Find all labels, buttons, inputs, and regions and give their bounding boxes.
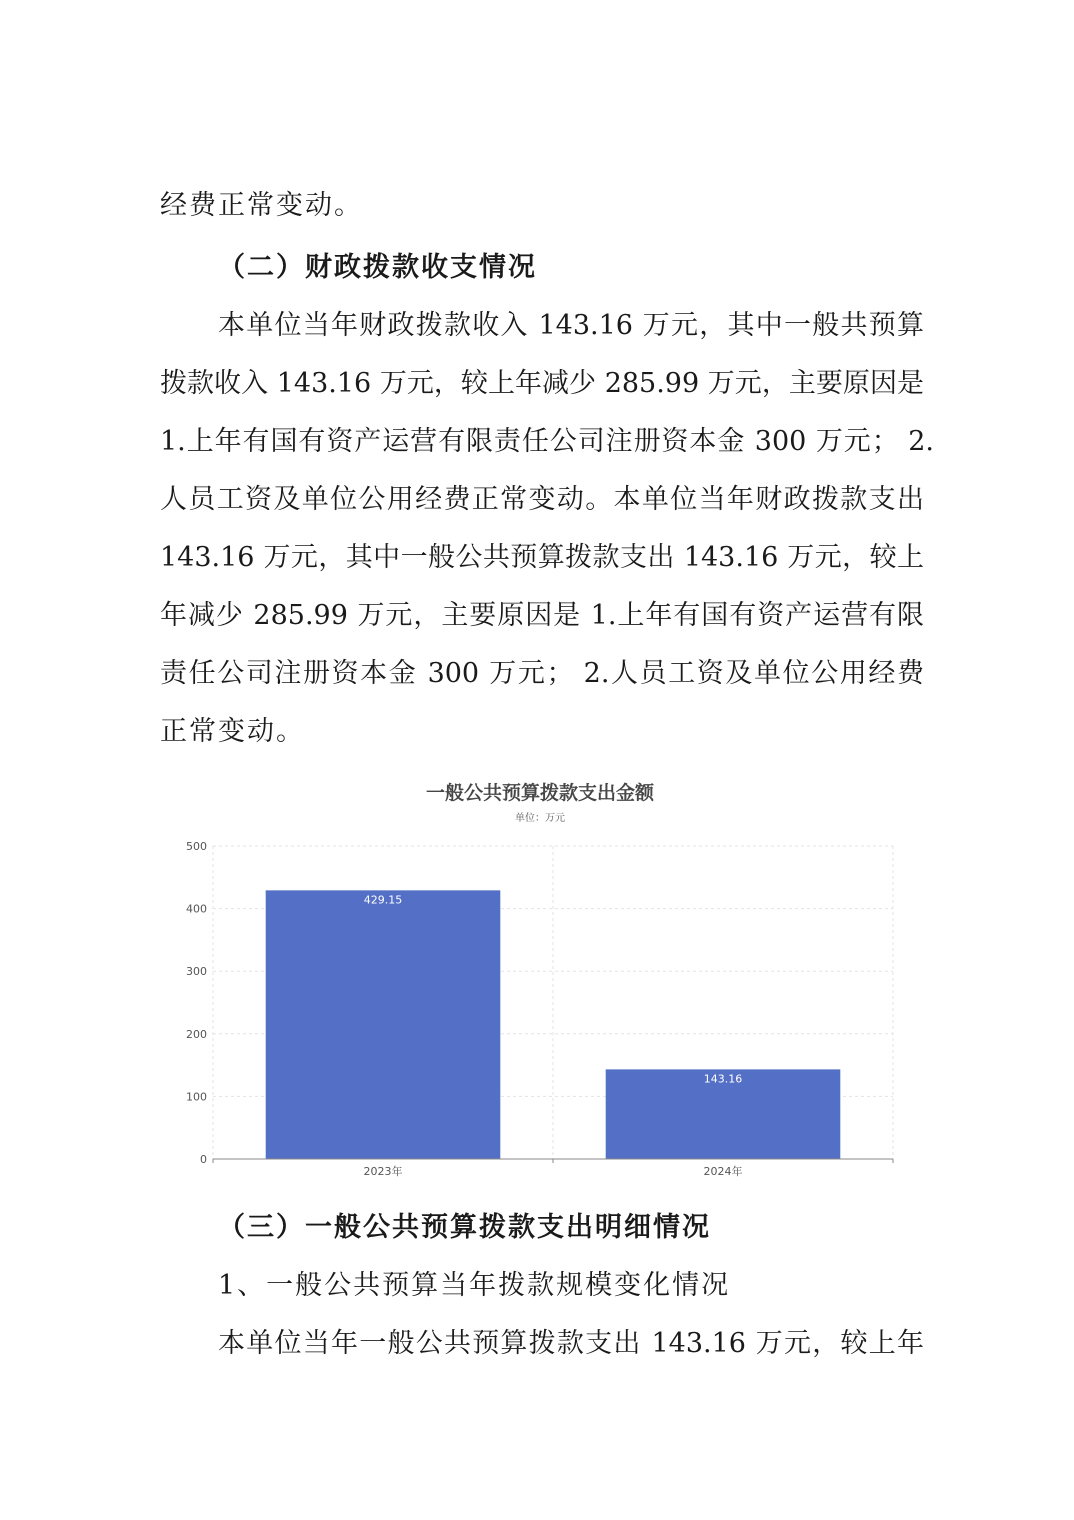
bar-chart-svg [160, 770, 920, 1190]
section-heading-3: （三）一般公共预算拨款支出明细情况 [218, 1212, 711, 1243]
y-tick-label: 200 [186, 1027, 207, 1041]
x-tick-label: 2023年 [363, 1165, 403, 1178]
y-tick-label: 100 [186, 1090, 207, 1104]
paragraph-line: 1、一般公共预算当年拨款规模变化情况 [218, 1270, 731, 1301]
x-tick-label: 2024年 [703, 1165, 743, 1178]
y-tick-label: 400 [186, 902, 207, 916]
paragraph-line: 本单位当年财政拨款收入 143.16 万元，其中一般共预算 [218, 310, 924, 341]
section-heading-2: （二）财政拨款收支情况 [218, 252, 537, 283]
chart-subtitle: 单位：万元 [515, 813, 565, 824]
paragraph-line: 拨款收入 143.16 万元，较上年减少 285.99 万元，主要原因是 [160, 368, 924, 399]
paragraph-line: 责任公司注册资本金 300 万元； 2.人员工资及单位公用经费 [160, 658, 924, 689]
paragraph-line: 年减少 285.99 万元，主要原因是 1.上年有国有资产运营有限 [160, 600, 924, 631]
y-tick-label: 300 [186, 965, 207, 979]
paragraph-line: 1.上年有国有资产运营有限责任公司注册资本金 300 万元； 2. [160, 426, 934, 457]
paragraph-line: 人员工资及单位公用经费正常变动。本单位当年财政拨款支出 [160, 484, 924, 515]
bar-value-label: 429.15 [363, 893, 403, 907]
bar-chart [160, 770, 920, 1190]
bar [266, 890, 501, 1159]
paragraph-line: 经费正常变动。 [160, 190, 363, 221]
y-tick-label: 500 [186, 840, 207, 853]
paragraph-line: 本单位当年一般公共预算拨款支出 143.16 万元，较上年 [218, 1328, 924, 1359]
y-tick-label: 0 [200, 1153, 207, 1166]
paragraph-line: 143.16 万元，其中一般公共预算拨款支出 143.16 万元，较上 [160, 542, 924, 573]
bar-value-label: 143.16 [703, 1072, 743, 1086]
paragraph-line: 正常变动。 [160, 716, 305, 747]
chart-title: 一般公共预算拨款支出金额 [425, 782, 655, 804]
